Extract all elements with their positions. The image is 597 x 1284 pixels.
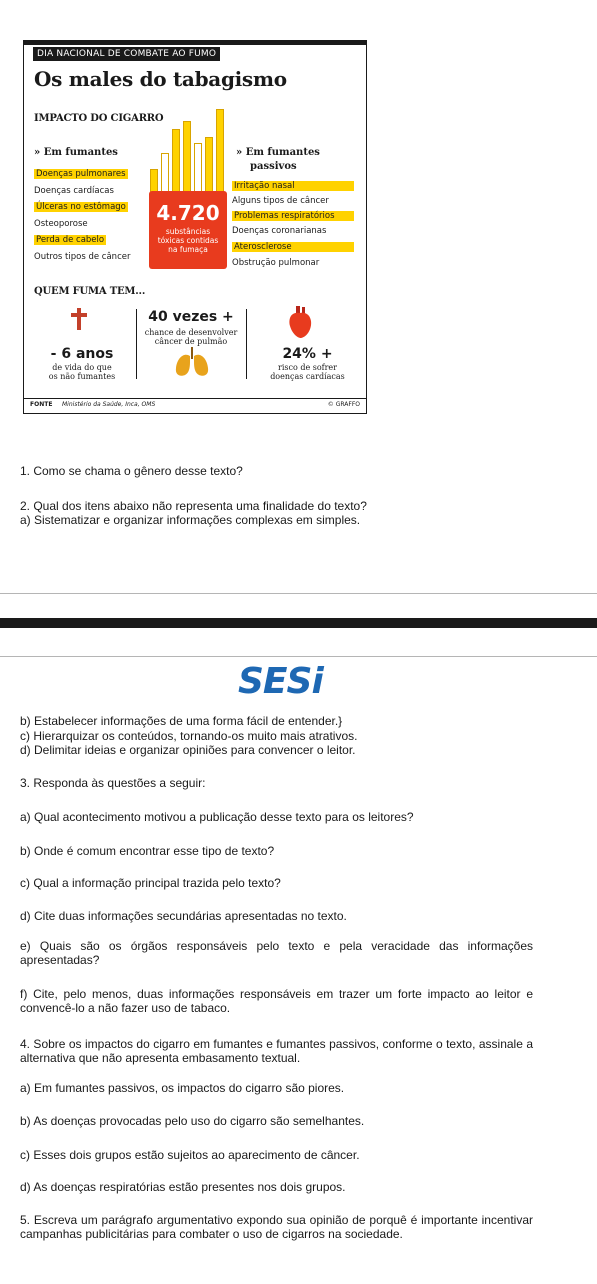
- question-1: 1. Como se chama o gênero desse texto?: [20, 464, 243, 478]
- question-3a: a) Qual acontecimento motivou a publicação desse texto para os leitores?: [20, 810, 414, 824]
- cigarette-icon: [194, 143, 202, 193]
- stat-years: - 6 anos: [50, 346, 114, 362]
- cigarettes-illustration: [147, 105, 229, 193]
- question-4b: b) As doenças provocadas pelo uso do cigarro são semelhantes.: [20, 1114, 365, 1128]
- footer-rule: [24, 398, 366, 399]
- cigarette-icon: [205, 137, 213, 193]
- smokers-item: Doenças cardíacas: [34, 186, 114, 196]
- question-3b: b) Onde é comum encontrar esse tipo de texto?: [20, 844, 275, 858]
- caption-line: de vida do que: [52, 363, 112, 372]
- sesi-logo: SESi: [238, 661, 323, 702]
- question-5: 5. Escreva um parágrafo argumentativo expondo sua opinião de porquê é importante incentivar campanhas publicitárias para combater o uso de cigarros na sociedade.: [20, 1213, 533, 1241]
- question-2-option-a: a) Sistematizar e organizar informações complexas em simples.: [20, 513, 361, 527]
- stat-heart: 24% +: [282, 346, 333, 362]
- question-2-option-b: b) Estabelecer informações de uma forma fácil de entender.}: [20, 714, 343, 728]
- pack-caption-line: na fumaça: [168, 245, 208, 254]
- passive-item: Problemas respiratórios: [232, 211, 354, 221]
- cigarette-icon: [183, 121, 191, 193]
- cigarette-icon: [150, 169, 158, 193]
- question-3c: c) Qual a informação principal trazida pelo texto?: [20, 876, 281, 890]
- kicker: DIA NACIONAL DE COMBATE AO FUMO: [33, 47, 220, 61]
- question-3f: f) Cite, pelo menos, duas informações responsáveis em trazer um forte impacto ao leitor e convencê-lo a não fazer uso de tabaco.: [20, 987, 533, 1015]
- question-2-option-d: d) Delimitar ideias e organizar opiniões para convencer o leitor.: [20, 743, 356, 757]
- question-4: 4. Sobre os impactos do cigarro em fumantes e fumantes passivos, conforme o texto, assinale a alternativa que não apresenta embasamento textual.: [20, 1037, 533, 1065]
- question-4d: d) As doenças respiratórias estão presentes nos dois grupos.: [20, 1180, 346, 1194]
- caption-line: os não fumantes: [48, 372, 116, 381]
- smokers-item: Outros tipos de câncer: [34, 252, 131, 262]
- passive-heading-line2: passivos: [250, 161, 297, 172]
- page-break-line: [0, 593, 597, 594]
- passive-item: Aterosclerose: [232, 242, 354, 252]
- question-4a: a) Em fumantes passivos, os impactos do cigarro são piores.: [20, 1081, 345, 1095]
- question-3d: d) Cite duas informações secundárias apresentadas no texto.: [20, 909, 347, 923]
- stat-years-caption: [30, 363, 134, 381]
- smokers-heading: » Em fumantes: [34, 147, 118, 158]
- smokers-item: Doenças pulmonares: [36, 169, 126, 179]
- divider: [246, 309, 247, 379]
- passive-item: Doenças coronarianas: [232, 226, 327, 236]
- caption-line: chance de desenvolver: [144, 328, 238, 337]
- question-2-option-c: c) Hierarquizar os conteúdos, tornando-os muito mais atrativos.: [20, 729, 358, 743]
- pack-caption: [149, 227, 227, 254]
- stat-heart-caption: [250, 363, 365, 381]
- smokers-item: Osteoporose: [34, 219, 88, 229]
- cigarette-icon: [161, 153, 169, 193]
- caption-line: risco de sofrer: [278, 363, 337, 372]
- caption-line: câncer de pulmão: [154, 337, 228, 346]
- caption-line: doenças cardíacas: [270, 372, 345, 381]
- stat-cancer-caption: [137, 328, 245, 346]
- cigarette-icon: [172, 129, 180, 193]
- toxic-substances-count: 4.720: [156, 201, 220, 225]
- passive-item: Irritação nasal: [232, 181, 354, 191]
- stat-cancer: 40 vezes +: [148, 309, 234, 325]
- lungs-icon: [174, 346, 210, 378]
- passive-heading-line1: » Em fumantes: [236, 147, 320, 158]
- heart-organ-icon: [287, 305, 313, 339]
- smokers-item: Úlceras no estômago: [36, 202, 126, 212]
- infographic: [23, 40, 367, 414]
- question-3: 3. Responda às questões a seguir:: [20, 776, 206, 790]
- page-break-bar: [0, 618, 597, 628]
- pack-caption-line: substâncias: [165, 227, 211, 236]
- question-2: 2. Qual dos itens abaixo não representa uma finalidade do texto?: [20, 499, 367, 513]
- section-who-title: QUEM FUMA TEM...: [34, 286, 146, 297]
- question-4c: c) Esses dois grupos estão sujeitos ao aparecimento de câncer.: [20, 1148, 360, 1162]
- cigarette-icon: [216, 109, 224, 193]
- infographic-title: Os males do tabagismo: [34, 67, 287, 91]
- cross-icon: [68, 307, 90, 331]
- source-text: Ministério da Saúde, Inca, OMS: [62, 401, 156, 408]
- passive-item: Alguns tipos de câncer: [232, 196, 329, 206]
- pack-caption-line: tóxicas contidas: [157, 236, 219, 245]
- smokers-item: Perda de cabelo: [36, 235, 105, 245]
- credit: © GRAFFO: [327, 401, 360, 408]
- page-break-line: [0, 656, 597, 657]
- top-rule: [24, 41, 366, 45]
- section-impact-title: IMPACTO DO CIGARRO: [34, 113, 164, 124]
- question-3e: e) Quais são os órgãos responsáveis pelo texto e pela veracidade das informações apresentadas?: [20, 939, 533, 967]
- source-label: FONTE: [30, 401, 53, 408]
- cigarette-pack: [149, 191, 227, 269]
- passive-item: Obstrução pulmonar: [232, 258, 320, 268]
